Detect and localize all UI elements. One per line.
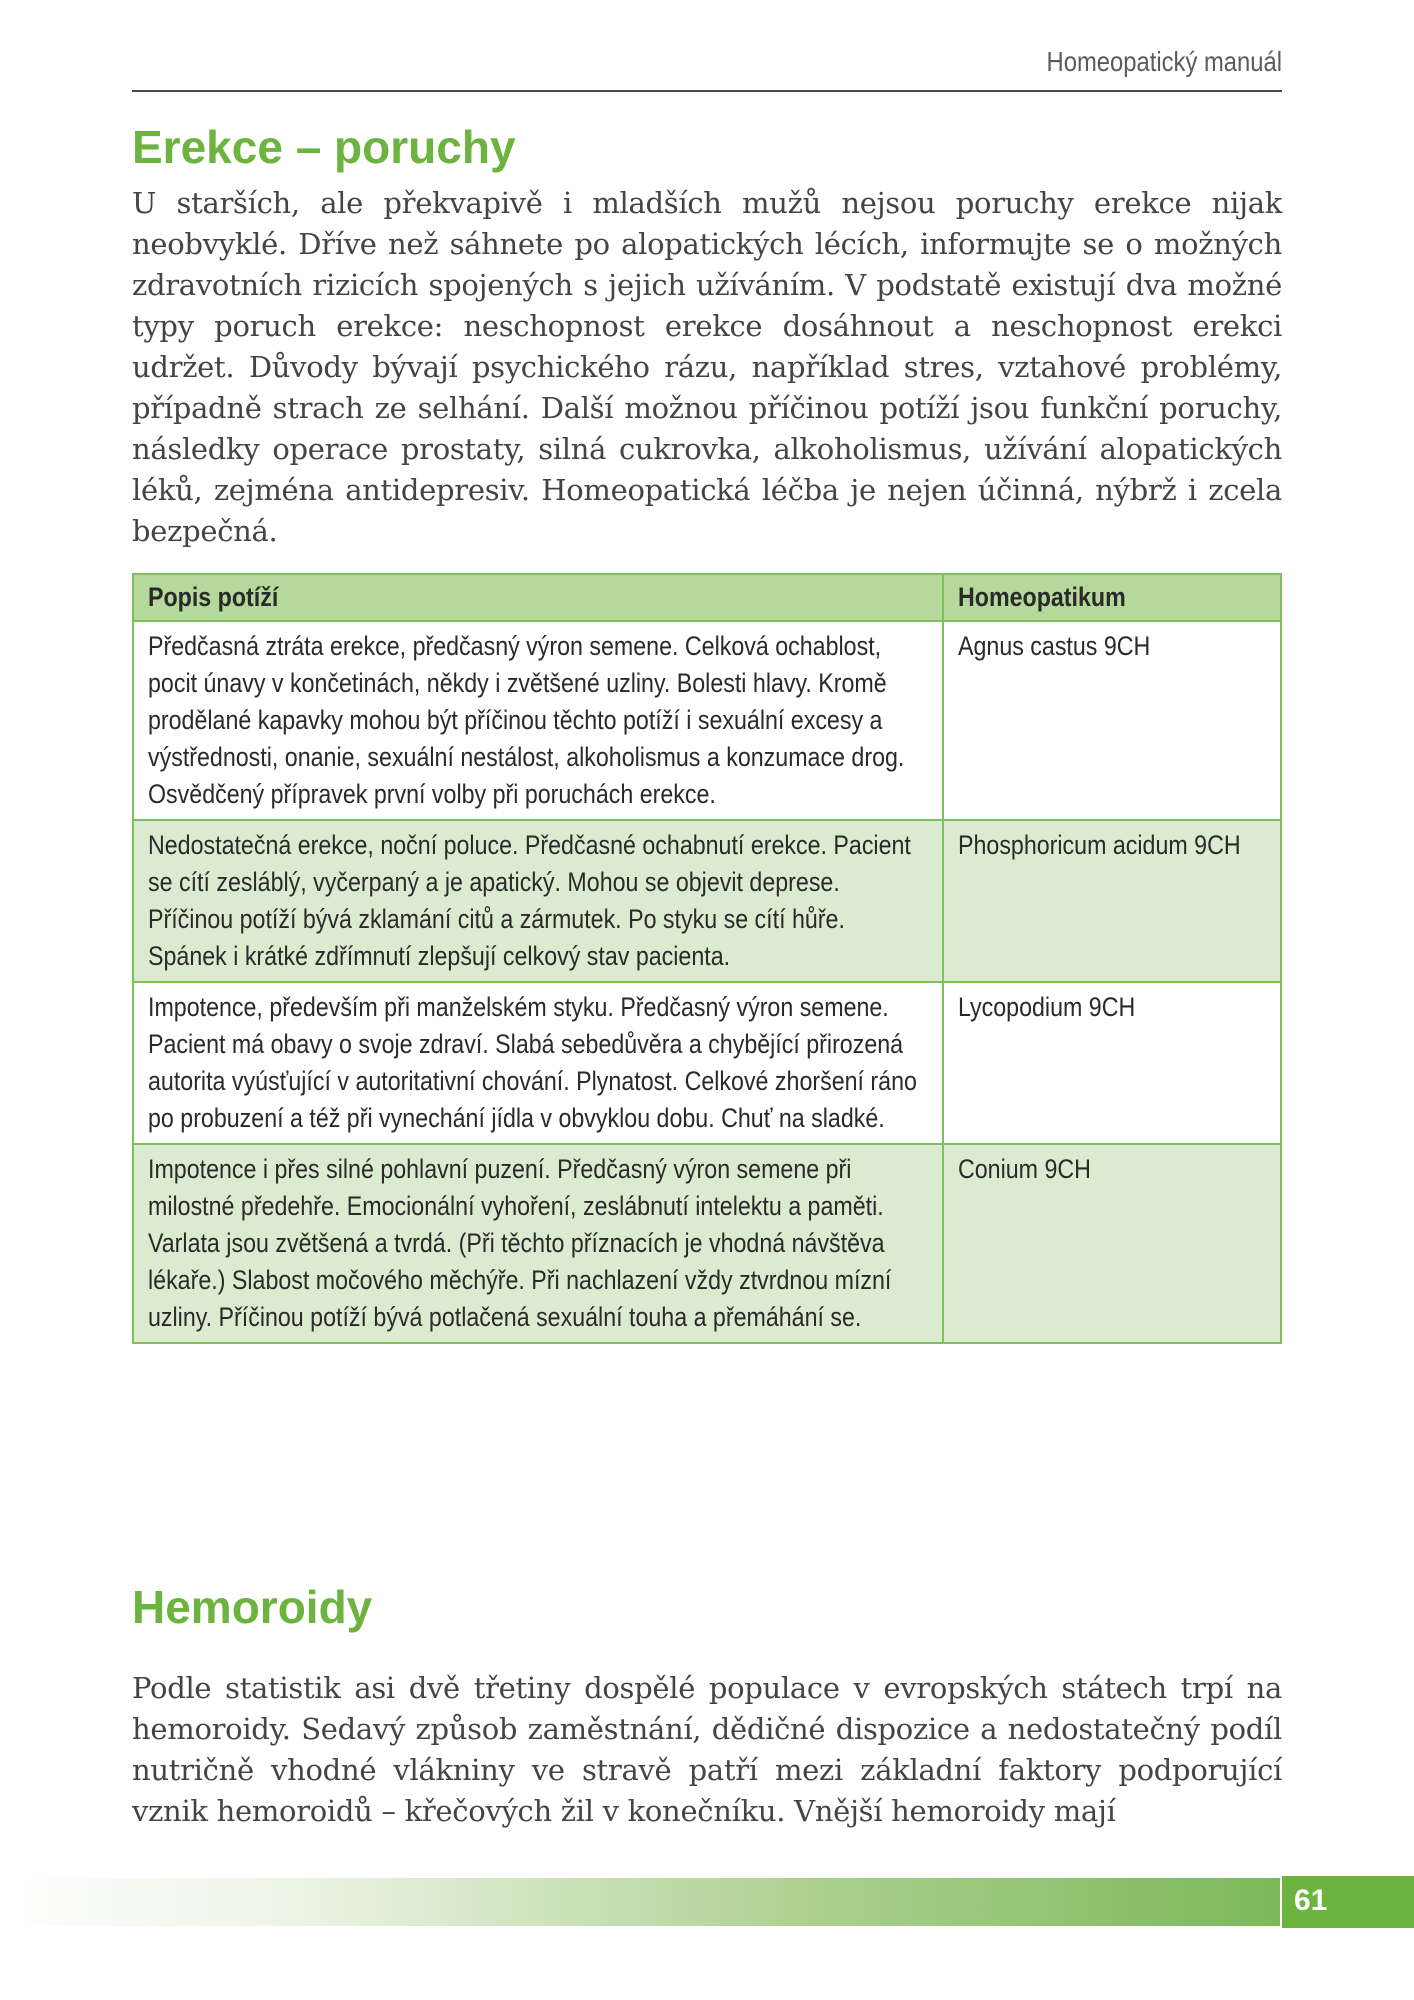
table-row [133, 820, 1281, 982]
table-header-row [133, 574, 1281, 621]
remedy-table [132, 573, 1282, 1344]
table-row [133, 982, 1281, 1144]
row-remedy: Phosphoricum acidum 9CH [943, 820, 1281, 982]
header-rule [132, 90, 1282, 92]
section-title-erekce: Erekce – poruchy [132, 121, 516, 173]
running-header: Homeopatický manuál [1046, 46, 1282, 77]
page-number: 61 [1294, 1884, 1328, 1917]
table-row [133, 621, 1281, 820]
row-remedy: Agnus castus 9CH [943, 621, 1281, 820]
row-description: Předčasná ztráta erekce, předčasný výron semene. Celková ochablost, pocit únavy v končetinách, někdy i zvětšené uzliny. Bolesti hlavy. Kromě prodělané kapavky mohou být příčinou těchto potíží i sexuální excesy a výstřednosti, onanie, sexuální nestálost, alkoholismus a konzumace drog. Osvědčený přípravek první volby při poruchách erekce. [133, 621, 943, 820]
header-description: Popis potíží [133, 574, 943, 621]
footer-gradient-band [0, 1878, 1280, 1926]
row-remedy: Conium 9CH [943, 1144, 1281, 1343]
row-description: Impotence, především při manželském styku. Předčasný výron semene. Pacient má obavy o svoje zdraví. Slabá sebedůvěra a chybějící přirozená autorita vyúsťující v autoritativní chování. Plynatost. Celkové zhoršení ráno po probuzení a též při vynechání jídla v obvyklou dobu. Chuť na sladké. [133, 982, 943, 1144]
header-remedy: Homeopatikum [943, 574, 1281, 621]
hemoroidy-paragraph: Podle statistik asi dvě třetiny dospělé populace v evropských státech trpí na hemoroidy. Sedavý způsob zaměstnání, dědičné dispozice a nedostatečný podíl nutričně vhodné vlákniny ve stravě patří mezi základní faktory podporující vznik hemoroidů – křečových žil v konečníku. Vnější hemoroidy mají [132, 1671, 1282, 1828]
table-row [133, 1144, 1281, 1343]
page-number-box [1282, 1876, 1414, 1928]
row-remedy: Lycopodium 9CH [943, 982, 1281, 1144]
intro-paragraph: U starších, ale překvapivě i mladších mužů nejsou poruchy erekce nijak neobvyklé. Dříve než sáhnete po alopatických lécích, informujte se o možných zdravotních rizicích spojených s jejich užíváním. V podstatě existují dva možné typy poruch erekce: neschopnost erekce dosáhnout a neschopnost erekci udržet. Důvody bývají psychického rázu, například stres, vztahové problémy, případně strach ze selhání. Další možnou příčinou potíží jsou funkční poruchy, následky operace prostaty, silná cukrovka, alkoholismus, užívání alopatických léků, zejména antidepresiv. Homeopatická léčba je nejen účinná, nýbrž i zcela bezpečná. [132, 186, 1282, 548]
row-description: Nedostatečná erekce, noční poluce. Předčasné ochabnutí erekce. Pacient se cítí zesláblý, vyčerpaný a je apatický. Mohou se objevit deprese. Příčinou potíží bývá zklamání citů a zármutek. Po styku se cítí hůře. Spánek i krátké zdřímnutí zlepšují celkový stav pacienta. [133, 820, 943, 982]
row-description: Impotence i přes silné pohlavní puzení. Předčasný výron semene při milostné předehře. Emocionální vyhoření, zeslábnutí intelektu a paměti. Varlata jsou zvětšená a tvrdá. (Při těchto příznacích je vhodná návštěva lékaře.) Slabost močového měchýře. Při nachlazení vždy ztvrdnou mízní uzliny. Příčinou potíží bývá potlačená sexuální touha a přemáhání se. [133, 1144, 943, 1343]
section-title-hemoroidy: Hemoroidy [132, 1581, 373, 1633]
